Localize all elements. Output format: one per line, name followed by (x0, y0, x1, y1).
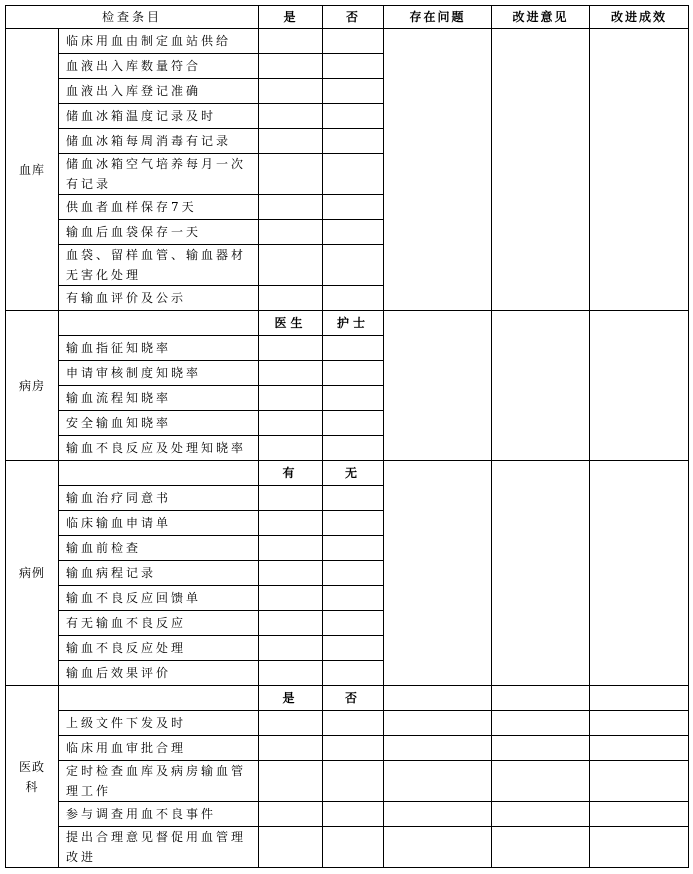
table-row (6, 311, 689, 336)
check-cell-b[interactable] (323, 761, 384, 802)
check-cell-b[interactable] (323, 386, 384, 411)
inspection-table (5, 5, 689, 868)
item-cell: 输血病程记录 (59, 561, 259, 586)
check-cell-b[interactable] (323, 586, 384, 611)
category-cell (6, 686, 59, 868)
suggestions-cell[interactable] (492, 736, 590, 761)
table-row (6, 802, 689, 827)
item-cell: 上级文件下发及时 (59, 711, 259, 736)
check-cell-a[interactable] (259, 336, 323, 361)
header-yes: 是 (259, 6, 323, 29)
check-cell-a[interactable] (259, 79, 323, 104)
check-cell-a[interactable] (259, 54, 323, 79)
problems-cell[interactable] (384, 711, 492, 736)
category-cell: 病房 (6, 311, 59, 461)
item-cell: 血液出入库登记准确 (59, 79, 259, 104)
check-cell-b[interactable] (323, 245, 384, 286)
table-row (6, 761, 689, 802)
check-cell-a[interactable] (259, 129, 323, 154)
check-cell-a[interactable] (259, 802, 323, 827)
check-cell-a[interactable] (259, 286, 323, 311)
check-cell-a[interactable] (259, 220, 323, 245)
check-cell-a[interactable] (259, 195, 323, 220)
check-cell-b[interactable] (323, 536, 384, 561)
check-cell-b[interactable] (323, 79, 384, 104)
check-cell-a[interactable] (259, 104, 323, 129)
item-cell: 输血流程知晓率 (59, 386, 259, 411)
subheader-a: 是 (259, 686, 323, 711)
check-cell-b[interactable] (323, 736, 384, 761)
check-cell-b[interactable] (323, 104, 384, 129)
problems-cell[interactable] (384, 802, 492, 827)
results-cell[interactable] (590, 311, 689, 461)
problems-cell[interactable] (384, 29, 492, 311)
item-cell: 输血不良反应及处理知晓率 (59, 436, 259, 461)
check-cell-a[interactable] (259, 411, 323, 436)
item-cell: 储血冰箱每周消毒有记录 (59, 129, 259, 154)
problems-cell[interactable] (384, 736, 492, 761)
check-cell-b[interactable] (323, 195, 384, 220)
check-cell-b[interactable] (323, 827, 384, 868)
check-cell-b[interactable] (323, 29, 384, 54)
suggestions-cell[interactable] (492, 29, 590, 311)
check-cell-b[interactable] (323, 636, 384, 661)
check-cell-a[interactable] (259, 827, 323, 868)
results-cell[interactable] (590, 736, 689, 761)
check-cell-b[interactable] (323, 411, 384, 436)
check-cell-a[interactable] (259, 361, 323, 386)
item-cell: 参与调查用血不良事件 (59, 802, 259, 827)
check-cell-a[interactable] (259, 561, 323, 586)
results-cell[interactable] (590, 802, 689, 827)
item-cell: 有输血评价及公示 (59, 286, 259, 311)
suggestions-cell[interactable] (492, 686, 590, 711)
subheader-a: 有 (259, 461, 323, 486)
table-row (6, 29, 689, 54)
table-row (6, 711, 689, 736)
item-cell: 有无输血不良反应 (59, 611, 259, 636)
item-cell (59, 461, 259, 486)
suggestions-cell[interactable] (492, 461, 590, 686)
item-cell: 血液出入库数量符合 (59, 54, 259, 79)
header-row (6, 6, 689, 29)
item-cell: 定时检查血库及病房输血管理工作 (59, 761, 259, 802)
item-cell (59, 686, 259, 711)
item-cell: 输血前检查 (59, 536, 259, 561)
check-cell-b[interactable] (323, 711, 384, 736)
item-cell: 储血冰箱温度记录及时 (59, 104, 259, 129)
check-cell-b[interactable] (323, 611, 384, 636)
table-row (6, 686, 689, 711)
problems-cell[interactable] (384, 686, 492, 711)
check-cell-b[interactable] (323, 802, 384, 827)
check-cell-b[interactable] (323, 286, 384, 311)
check-cell-b[interactable] (323, 436, 384, 461)
problems-cell[interactable] (384, 311, 492, 461)
check-cell-b[interactable] (323, 486, 384, 511)
header-results: 改进成效 (590, 6, 689, 29)
results-cell[interactable] (590, 686, 689, 711)
suggestions-cell[interactable] (492, 311, 590, 461)
check-cell-a[interactable] (259, 486, 323, 511)
item-cell: 输血不良反应回馈单 (59, 586, 259, 611)
problems-cell[interactable] (384, 761, 492, 802)
suggestions-cell[interactable] (492, 711, 590, 736)
problems-cell[interactable] (384, 827, 492, 868)
table-row (6, 736, 689, 761)
subheader-a: 医生 (259, 311, 323, 336)
subheader-b: 护士 (323, 311, 384, 336)
results-cell[interactable] (590, 461, 689, 686)
item-cell (59, 311, 259, 336)
category-cell: 病例 (6, 461, 59, 686)
subheader-b: 无 (323, 461, 384, 486)
check-cell-a[interactable] (259, 386, 323, 411)
problems-cell[interactable] (384, 461, 492, 686)
check-cell-a[interactable] (259, 636, 323, 661)
item-cell: 输血指征知晓率 (59, 336, 259, 361)
check-cell-a[interactable] (259, 736, 323, 761)
suggestions-cell[interactable] (492, 827, 590, 868)
check-cell-b[interactable] (323, 54, 384, 79)
category-cell: 血库 (6, 29, 59, 311)
suggestions-cell[interactable] (492, 761, 590, 802)
table-row (6, 827, 689, 868)
check-cell-a[interactable] (259, 611, 323, 636)
results-cell[interactable] (590, 711, 689, 736)
category-label: 医政 (18, 759, 45, 774)
check-cell-a[interactable] (259, 511, 323, 536)
check-cell-a[interactable] (259, 29, 323, 54)
check-cell-a[interactable] (259, 711, 323, 736)
item-cell: 储血冰箱空气培养每月一次有记录 (59, 154, 259, 195)
item-cell: 输血后血袋保存一天 (59, 220, 259, 245)
header-problems: 存在问题 (384, 6, 492, 29)
item-cell: 申请审核制度知晓率 (59, 361, 259, 386)
check-cell-b[interactable] (323, 336, 384, 361)
item-cell: 提出合理意见督促用血管理改进 (59, 827, 259, 868)
item-cell: 输血治疗同意书 (59, 486, 259, 511)
item-cell: 安全输血知晓率 (59, 411, 259, 436)
check-cell-a[interactable] (259, 536, 323, 561)
item-cell: 临床用血由制定血站供给 (59, 29, 259, 54)
header-items: 检查条目 (6, 6, 259, 29)
check-cell-a[interactable] (259, 761, 323, 802)
check-cell-b[interactable] (323, 361, 384, 386)
suggestions-cell[interactable] (492, 802, 590, 827)
item-cell: 临床用血审批合理 (59, 736, 259, 761)
check-cell-a[interactable] (259, 245, 323, 286)
check-cell-b[interactable] (323, 511, 384, 536)
item-cell: 供血者血样保存7天 (59, 195, 259, 220)
check-cell-a[interactable] (259, 586, 323, 611)
check-cell-b[interactable] (323, 129, 384, 154)
results-cell[interactable] (590, 827, 689, 868)
results-cell[interactable] (590, 29, 689, 311)
check-cell-b[interactable] (323, 661, 384, 686)
item-cell: 临床输血申请单 (59, 511, 259, 536)
check-cell-b[interactable] (323, 561, 384, 586)
check-cell-b[interactable] (323, 154, 384, 195)
item-cell: 输血不良反应处理 (59, 636, 259, 661)
check-cell-a[interactable] (259, 436, 323, 461)
item-cell: 输血后效果评价 (59, 661, 259, 686)
check-cell-a[interactable] (259, 661, 323, 686)
item-cell: 血袋、留样血管、输血器材无害化处理 (59, 245, 259, 286)
table-row (6, 461, 689, 486)
results-cell[interactable] (590, 761, 689, 802)
subheader-b: 否 (323, 686, 384, 711)
check-cell-b[interactable] (323, 220, 384, 245)
check-cell-a[interactable] (259, 154, 323, 195)
category-label: 科 (25, 779, 39, 794)
header-suggestions: 改进意见 (492, 6, 590, 29)
header-no: 否 (323, 6, 384, 29)
